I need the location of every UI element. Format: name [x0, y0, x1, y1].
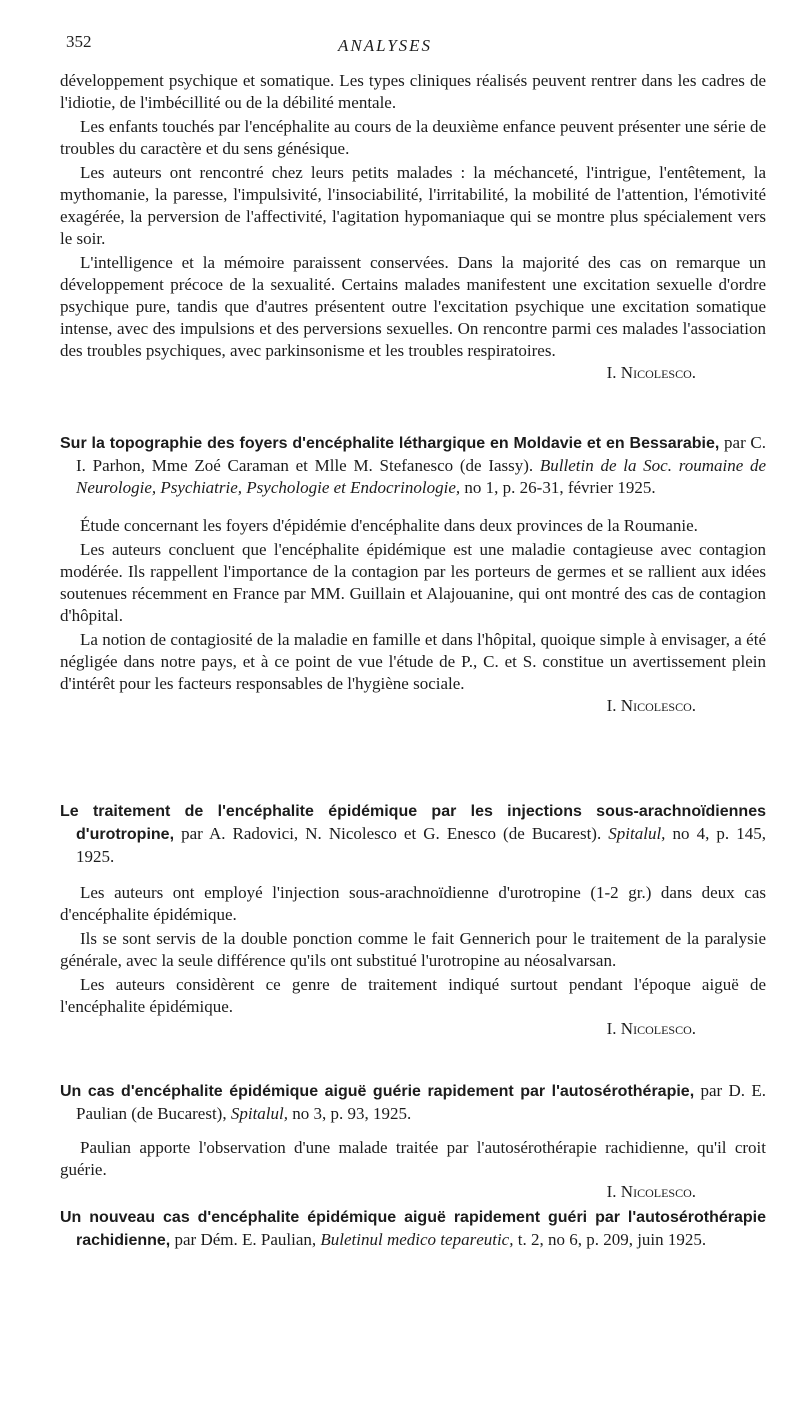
citation-authors: par Dém. E. Paulian,: [174, 1230, 317, 1249]
review-heading: [60, 1206, 766, 1252]
review-5: [60, 1206, 766, 1252]
page-number: 352: [66, 32, 92, 51]
citation-reference: t. 2, no 6, p. 209, juin 1925.: [517, 1230, 707, 1249]
review-3: [60, 800, 766, 1040]
citation-journal: Spitalul,: [608, 824, 666, 843]
review-heading: [60, 800, 766, 868]
review-1: [60, 70, 766, 384]
review-title: Un cas d'encéphalite épidémique aiguë guérie rapidement par l'autosérothérapie,: [60, 1083, 695, 1100]
paragraph: L'intelligence et la mémoire paraissent conservées. Dans la majorité des cas on remarque un développement précoce de la sexualité. Certains malades manifestent une excitation sexuelle d'ordre psychique pure, tandis que d'autres présentent outre l'excitation psychique une excitation somatique intense, avec des impulsions et des perversions sexuelles. On rencontre parmi ces malades l'association des troubles psychiques, avec parkinsonisme et les troubles respiratoires.: [60, 253, 766, 360]
citation-reference: no 4, p. 145, 1925.: [76, 824, 766, 866]
paragraph: développement psychique et somatique. Les types cliniques réalisés peuvent rentrer dans les cadres de l'idiotie, de l'imbécillité ou de la débilité mentale.: [60, 71, 766, 112]
citation-authors: par C. I. Parhon, Mme Zoé Caraman et Mlle M. Stefanesco (de Iassy).: [76, 433, 767, 475]
paragraph: Paulian apporte l'observation d'une malade traitée par l'autosérothérapie rachidienne, qu'il croit guérie.: [60, 1138, 766, 1179]
paragraph: Ils se sont servis de la double ponction comme le fait Gennerich pour le traitement de la paralysie générale, avec la seule différence qu'ils ont substitué l'urotropine au néosalvarsan.: [60, 929, 766, 970]
paragraph: La notion de contagiosité de la maladie en famille et dans l'hôpital, quoique simple à envisager, a été négligée dans notre pays, et à ce point de vue l'étude de P., C. et S. constitue un avertissement plein d'intérêt pour les facteurs responsables de l'hygiène sociale.: [60, 630, 766, 693]
signature: I. Nicolesco.: [606, 1182, 696, 1201]
review-4: [60, 1080, 766, 1203]
paragraph: Les auteurs considèrent ce genre de traitement indiqué surtout pendant l'époque aiguë de l'encéphalite épidémique.: [60, 975, 766, 1016]
citation-journal: Bulletin de la Soc. roumaine de Neurologie, Psychiatrie, Psychologie et Endocrinologie,: [76, 456, 767, 497]
signature: I. Nicolesco.: [606, 1019, 696, 1038]
paragraph: Les auteurs ont rencontré chez leurs petits malades : la méchanceté, l'intrigue, l'entêtement, la mythomanie, la paresse, l'impulsivité, l'insociabilité, l'irritabilité, la mobilité de l'attention, l'émotivité exagérée, la perversion de l'affectivité, l'agitation hypomaniaque qui se montre plus spécialement vers le soir.: [60, 163, 766, 248]
paragraph: Les auteurs concluent que l'encéphalite épidémique est une maladie contagieuse avec contagion modérée. Ils rappellent l'importance de la contagion par les porteurs de germes et se rallient aux idées soutenues récemment en France par MM. Guillain et Alajouanine, qui ont montré des cas de contagion d'hôpital.: [60, 540, 766, 625]
signature: I. Nicolesco.: [606, 363, 696, 382]
citation-journal: Buletinul medico teparеutic,: [320, 1230, 514, 1249]
citation-authors: par A. Radovici, N. Nicolesco et G. Enesco (de Bucarest).: [181, 824, 602, 843]
citation-authors: par D. E. Paulian (de Bucarest),: [76, 1081, 766, 1123]
review-title: Le traitement de l'encéphalite épidémique par les injections sous-arachnoïdiennes d'urotropine,: [60, 803, 766, 843]
paragraph: Les auteurs ont employé l'injection sous-arachnoïdienne d'urotropine (1-2 gr.) dans deux cas d'encéphalite épidémique.: [60, 883, 766, 924]
paragraph: Les enfants touchés par l'encéphalite au cours de la deuxième enfance peuvent présenter une série de troubles du caractère et du sens génésique.: [60, 117, 766, 158]
review-2: [60, 432, 766, 717]
signature: I. Nicolesco.: [606, 696, 696, 715]
running-head: ANALYSES: [338, 36, 433, 55]
review-heading: [60, 432, 766, 499]
citation-reference: no 3, p. 93, 1925.: [292, 1104, 412, 1123]
citation-reference: no 1, p. 26-31, février 1925.: [464, 478, 656, 497]
citation-journal: Spitalul,: [230, 1104, 288, 1123]
review-title: Sur la topographie des foyers d'encéphalite léthargique en Moldavie et en Bessarabie,: [60, 435, 720, 452]
paragraph: Étude concernant les foyers d'épidémie d'encéphalite dans deux provinces de la Roumanie.: [80, 516, 698, 535]
review-title: Un nouveau cas d'encéphalite épidémique aiguë rapidement guéri par l'autosérothérapie rachidienne,: [60, 1209, 766, 1249]
review-heading: [60, 1080, 766, 1125]
